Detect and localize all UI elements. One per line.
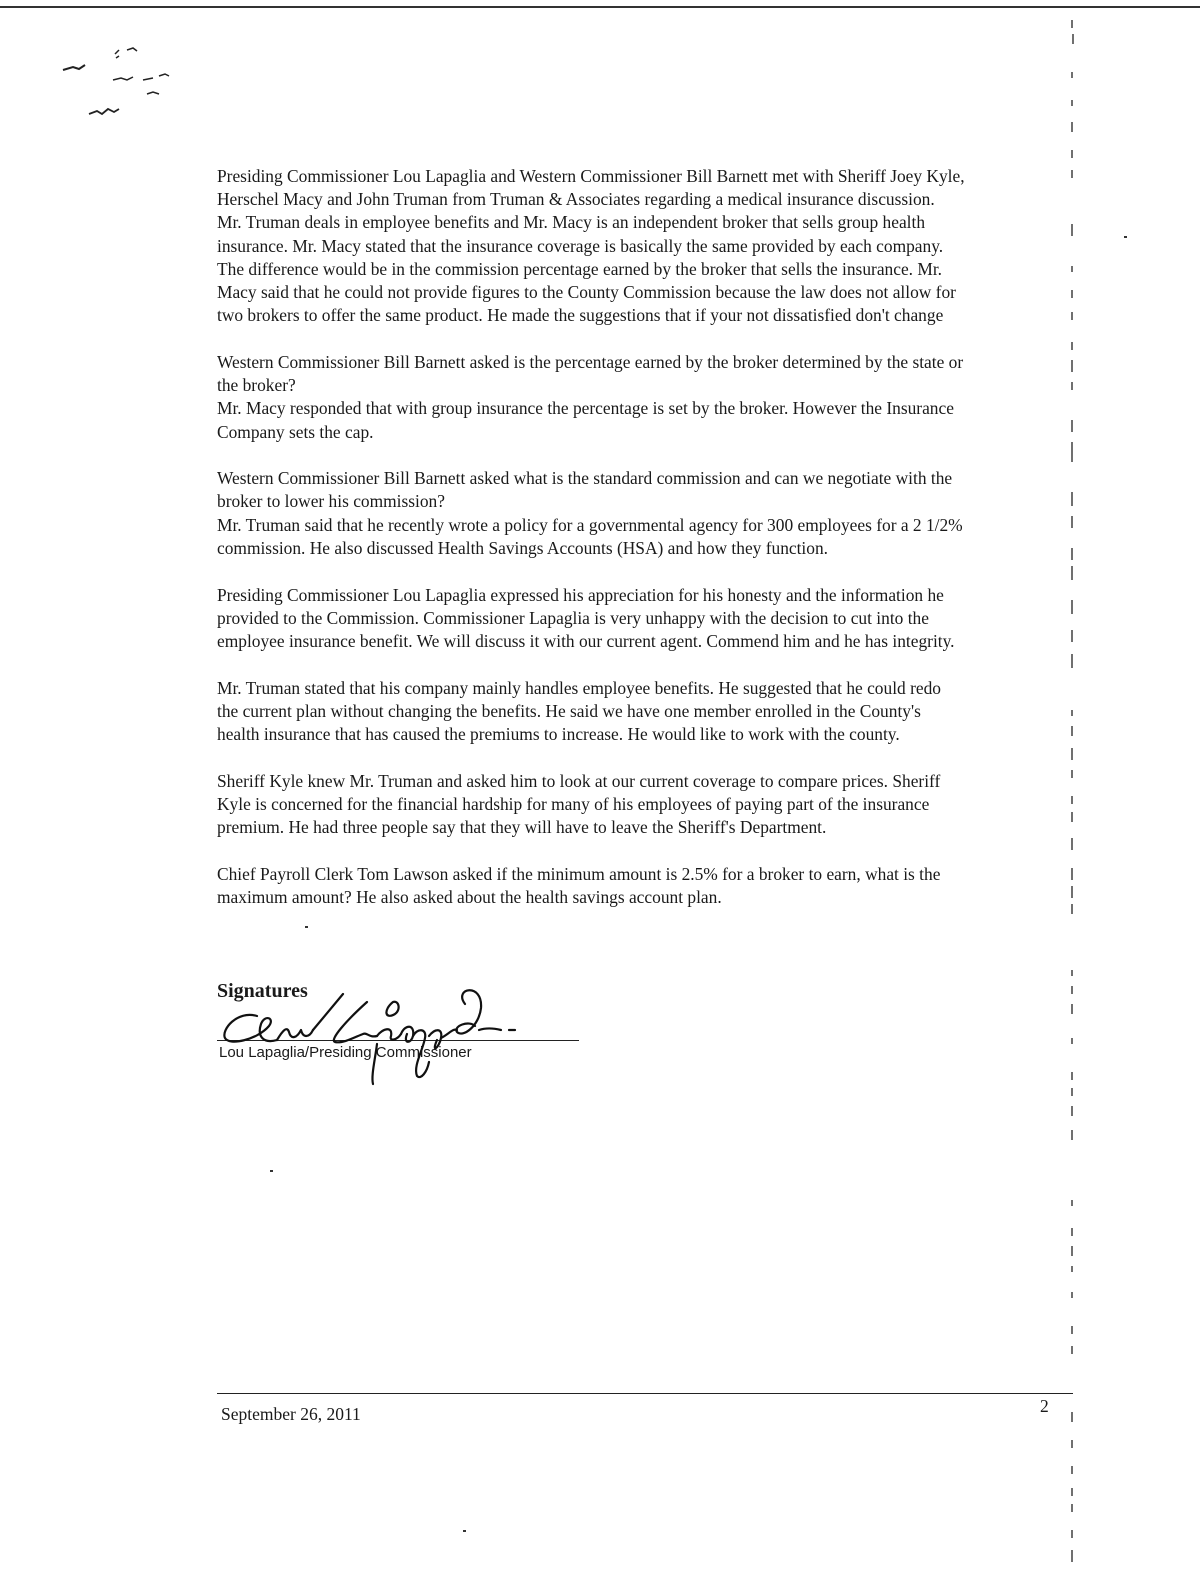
signatures-heading: Signatures — [217, 980, 308, 1002]
paragraph-lawson-question: Chief Payroll Clerk Tom Lawson asked if the minimum amount is 2.5% for a broker to earn, what is the maximum amount? He also asked about the health savings account plan. — [217, 863, 941, 908]
handwritten-signature — [217, 980, 527, 1090]
signatory-name-title: Lou Lapaglia/Presiding Commissioner — [219, 1044, 472, 1061]
paragraph-lapaglia-appreciation: Presiding Commissioner Lou Lapaglia expressed his appreciation for his honesty and the information he provided to the Commission. Commissioner Lapaglia is very unhappy with the decision to cut into the employee insurance benefit. We will discuss it with our current agent. Commend him and he has integrity. — [217, 584, 955, 651]
scan-speck — [270, 1170, 273, 1172]
footer-rule — [217, 1393, 1073, 1394]
minutes-body — [217, 165, 1087, 933]
footer-date: September 26, 2011 — [221, 1404, 361, 1424]
paragraph-barnett-percentage-question: Western Commissioner Bill Barnett asked is the percentage earned by the broker determined by the state or the broker? Mr. Macy responded that with group insurance the percentage is set by the broker. However the Insurance Company sets the cap. — [217, 351, 964, 442]
paragraph-truman-benefits: Mr. Truman stated that his company mainly handles employee benefits. He suggested that he could redo the current plan without changing the benefits. He said we have one member enrolled in the County's health insurance that has caused the premiums to increase. He would like to work with the county. — [217, 677, 941, 745]
top-border-line — [0, 6, 1200, 8]
scan-speck — [1124, 236, 1127, 238]
scan-artifact-marks — [55, 38, 205, 128]
signature-block — [217, 980, 597, 1090]
paragraph-standard-commission: Western Commissioner Bill Barnett asked what is the standard commission and can we negotiate with the broker to lower his commission? Mr. Truman said that he recently wrote a policy for a governmental agency for 300 employees for a 2 1/2% commission. He also discussed Health Savings Accounts (HSA) and how they function. — [217, 468, 963, 558]
scan-speck — [463, 1530, 466, 1532]
paragraph-meeting-attendees: Presiding Commissioner Lou Lapaglia and Western Commissioner Bill Barnett met with Sheriff Joey Kyle, Herschel Macy and John Truman from Truman & Associates regarding a medical insurance discussion. Mr. Truman deals in employee benefits and Mr. Macy is an independent broker that sells group health insurance. Mr. Macy stated that the insurance coverage is basically the same provided by each company. The difference would be in the commission percentage earned by the broker that sells the insurance. Mr. Macy said that he could not provide figures to the County Commission because the law does not allow for two brokers to offer the same product. He made the suggestions that if your not dissatisfied don't change — [217, 166, 965, 326]
paragraph-sheriff-kyle-concern: Sheriff Kyle knew Mr. Truman and asked him to look at our current coverage to compare prices. Sheriff Kyle is concerned for the financial hardship for many of his employees of paying part of the insurance premium. He had three people say that they will have to leave the Sheriff's Department. — [217, 770, 941, 838]
page-number: 2 — [1040, 1396, 1049, 1416]
